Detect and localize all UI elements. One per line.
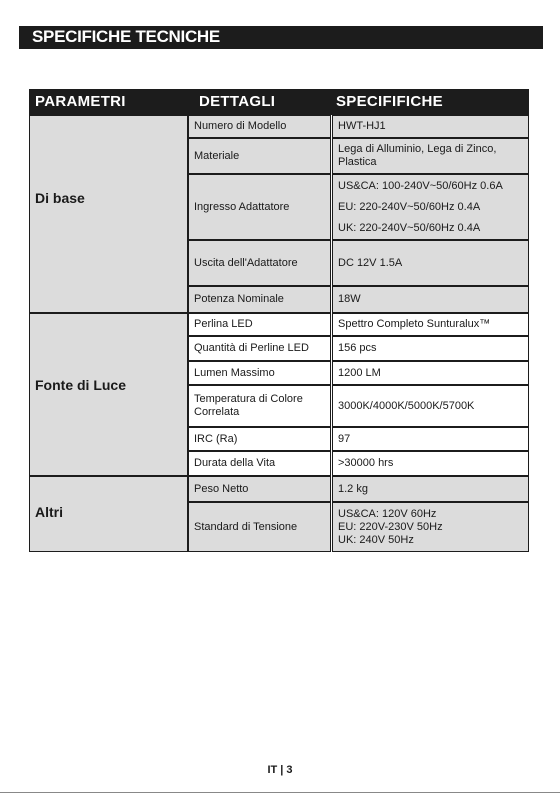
spec-table: [29, 89, 529, 552]
table-row-detail: Potenza Nominale: [188, 286, 331, 313]
table-row-spec: Lega di Alluminio, Lega di Zinco, Plastica: [332, 138, 529, 174]
table-row-detail: Ingresso Adattatore: [188, 174, 331, 240]
group-di-base: [29, 115, 188, 313]
header-specifiche: SPECIFIFICHE: [336, 93, 443, 110]
table-row-spec: US&CA: 120V 60Hz EU: 220V-230V 50Hz UK: 240V 50Hz: [332, 502, 529, 552]
page-number: IT | 3: [267, 764, 293, 776]
section-title-bar: [19, 26, 543, 49]
table-row-spec: 18W: [332, 286, 529, 313]
table-row-detail: Peso Netto: [188, 476, 331, 502]
table-row-spec: >30000 hrs: [332, 451, 529, 476]
table-row-spec: HWT-HJ1: [332, 115, 529, 138]
table-row-spec: 1.2 kg: [332, 476, 529, 502]
table-row-detail: Lumen Massimo: [188, 361, 331, 385]
header-dettagli: DETTAGLI: [199, 93, 276, 110]
table-row-detail: IRC (Ra): [188, 427, 331, 451]
table-row-detail: Temperatura di Colore Correlata: [188, 385, 331, 427]
table-row-spec: 97: [332, 427, 529, 451]
bottom-divider: [0, 792, 560, 793]
group-label: Fonte di Luce: [35, 377, 126, 393]
table-row-detail: Quantità di Perline LED: [188, 336, 331, 361]
group-label: Altri: [35, 504, 63, 520]
table-row-spec: DC 12V 1.5A: [332, 240, 529, 286]
table-row-detail: Durata della Vita: [188, 451, 331, 476]
table-row-spec: 1200 LM: [332, 361, 529, 385]
group-altri: [29, 476, 188, 552]
table-row-detail: Uscita dell'Adattatore: [188, 240, 331, 286]
table-row-spec: Spettro Completo Sunturalux™: [332, 313, 529, 336]
group-fonte-di-luce: [29, 313, 188, 476]
table-row-detail: Materiale: [188, 138, 331, 174]
header-parametri: PARAMETRI: [35, 93, 126, 110]
table-row-detail: Standard di Tensione: [188, 502, 331, 552]
table-row-spec: US&CA: 100-240V~50/60Hz 0.6A EU: 220-240V~50/60Hz 0.4A UK: 220-240V~50/60Hz 0.4A: [332, 174, 529, 240]
table-row-detail: Perlina LED: [188, 313, 331, 336]
table-row-spec: 156 pcs: [332, 336, 529, 361]
group-label: Di base: [35, 190, 85, 206]
table-row-spec: 3000K/4000K/5000K/5700K: [332, 385, 529, 427]
table-header: [29, 89, 529, 115]
section-title: SPECIFICHE TECNICHE: [32, 27, 220, 46]
table-row-detail: Numero di Modello: [188, 115, 331, 138]
